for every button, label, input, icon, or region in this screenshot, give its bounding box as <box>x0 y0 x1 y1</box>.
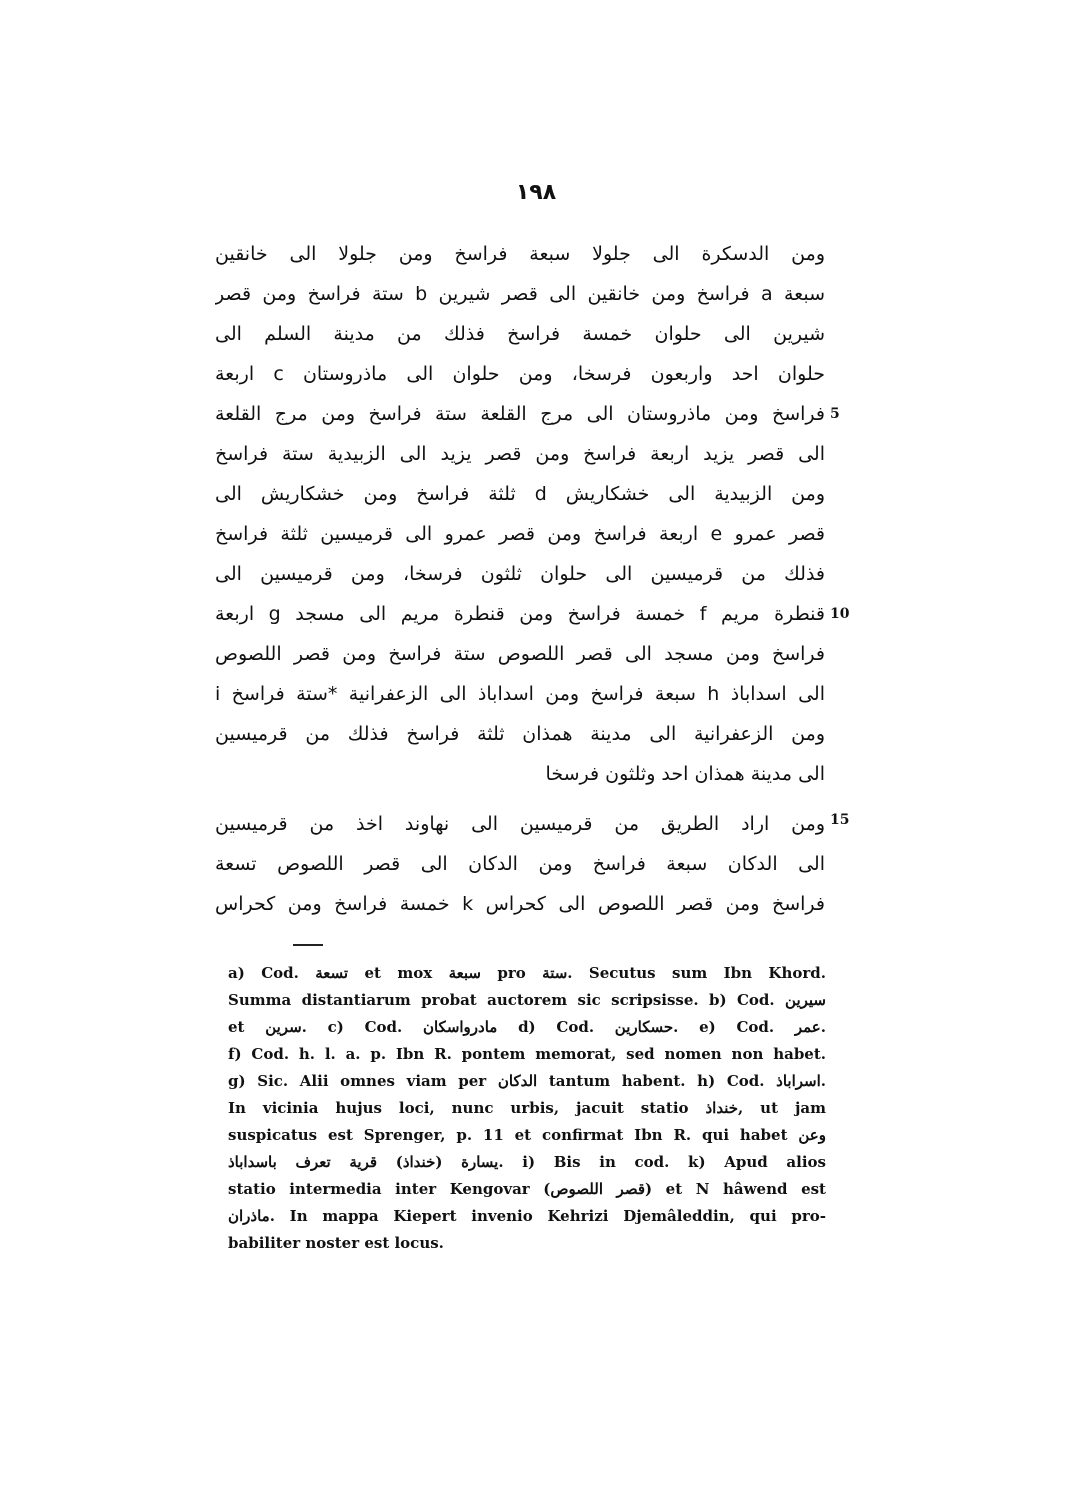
text-line: فراسخ ومن قصر اللصوص الى كحراس k خمسة فراسخ ومن كحراس <box>215 893 825 915</box>
footnote-line: babiliter noster est locus. <box>228 1234 444 1252</box>
footnote-line: a) Cod. تسعة et mox سبعة pro ستة. Secutus sum Ibn Khord. <box>228 964 826 982</box>
footnotes <box>228 960 826 1257</box>
text-line: فراسخ ومن ماذروستان الى مرج القلعة ستة فراسخ ومن مرج القلعة <box>215 403 825 425</box>
text-line: الى قصر يزيد اربعة فراسخ ومن قصر يزيد الى الزبيدية ستة فراسخ <box>215 443 825 465</box>
footnote-line: ماذران. In mappa Kiepert invenio Kehrizi Djemâleddin, qui pro- <box>228 1207 826 1225</box>
text-line: الى اسداباذ h سبعة فراسخ ومن اسداباذ الى الزعفرانية *ستة فراسخ i <box>215 683 825 705</box>
text-line: ومن الزبيدية الى خشكاريش d ثلثة فراسخ ومن خشكاريش الى <box>215 483 825 505</box>
line-number: 10 <box>830 606 850 622</box>
text-line: الى الدكان سبعة فراسخ ومن الدكان الى قصر اللصوص تسعة <box>215 853 825 875</box>
text-line: قنطرة مريم f خمسة فراسخ ومن قنطرة مريم الى مسجد g اربعة <box>215 603 825 625</box>
text-line: ومن اراد الطريق من قرميسين الى نهاوند اخذ من قرميسين <box>215 813 825 835</box>
line-number: 15 <box>830 812 850 828</box>
text-line: شيرين الى حلوان خمسة فراسخ فذلك من مدينة السلم الى <box>215 323 825 345</box>
text-line: قصر عمرو e اربعة فراسخ ومن قصر عمرو الى قرميسين ثلثة فراسخ <box>215 523 825 545</box>
text-line: سبعة a فراسخ ومن خانقين الى قصر شيرين b ستة فراسخ ومن قصر <box>215 283 825 305</box>
footnote-line: f) Cod. h. l. a. p. Ibn R. pontem memorat, sed nomen non habet. <box>228 1045 826 1063</box>
text-line: فذلك من قرميسين الى حلوان ثلثون فرسخا، ومن قرميسين الى <box>215 563 825 585</box>
line-number: 5 <box>830 406 840 422</box>
text-line: الى مدينة همذان احد وثلثون فرسخا <box>545 763 825 785</box>
footnote-divider <box>293 944 323 946</box>
text-line: فراسخ ومن مسجد الى قصر اللصوص ستة فراسخ ومن قصر اللصوص <box>215 643 825 665</box>
footnote-line: et سرين. c) Cod. مادرواسكان d) Cod. حسكارين. e) Cod. عمر. <box>228 1018 826 1036</box>
text-line: ومن الدسكرة الى جلولا سبعة فراسخ ومن جلولا الى خانقين <box>215 243 825 265</box>
text-line: حلوان احد واربعون فرسخا، ومن حلوان الى ماذروستان c اربعة <box>215 363 825 385</box>
footnote-line: g) Sic. Alii omnes viam per الدكان tantum habent. h) Cod. اسراباذ. <box>228 1072 826 1090</box>
text-line: ومن الزعفرانية الى مدينة همذان ثلثة فراسخ فذلك من قرميسين <box>215 723 825 745</box>
footnote-line: Summa distantiarum probat auctorem sic scripsisse. b) Cod. سيرين <box>228 991 826 1009</box>
footnote-line: statio intermedia inter Kengovar (قصر اللصوص) et N hâwend est <box>228 1180 826 1198</box>
page-number: ١٩٨ <box>515 180 557 205</box>
footnote-line: In vicinia hujus loci, nunc urbis, jacuit statio خنداذ, ut jam <box>228 1099 826 1117</box>
footnote-line: يسارة (خنداذ) قرية تعرف باسداباذ. i) Bis in cod. k) Apud alios <box>228 1153 826 1171</box>
footnote-line: suspicatus est Sprenger, p. 11 et confirmat Ibn R. qui habet وعن <box>228 1126 826 1144</box>
